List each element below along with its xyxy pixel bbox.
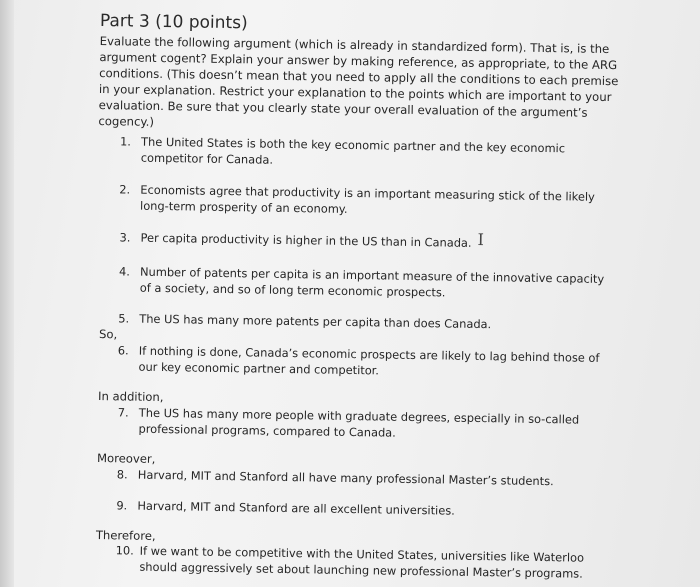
connector-so: So,	[98, 327, 118, 342]
premise-text: The US has many more patents per capita than does Canada.	[139, 311, 492, 332]
premise-text: The US has many more people with graduate degrees, especially in so-called professional programs, compared to Canada.	[138, 405, 580, 440]
premise-number: 8.	[116, 467, 128, 482]
premise-text: Per capita productivity is higher in the US than in Canada.	[140, 230, 472, 250]
premise-number: 1.	[119, 134, 132, 149]
premise-text: The United States is both the key economic partner and the key economic competitor for Canada.	[140, 134, 566, 167]
instructions-paragraph: Evaluate the following argument (which is already in standardized form). That is, is the argument cogent? Explain your answer by making reference, as appropriate, to the ARG conditions. (This doesn’t mean that you need to apply all the conditions to each premise in your explanation. Restrict your explanation to the points which are important to your evaluation. Be sure that you clearly state your overall evaluation of the argument’s cogency.)	[98, 33, 619, 129]
premise-number: 2.	[119, 182, 131, 197]
part-title: Part 3 (10 points)	[99, 11, 248, 34]
premise-text: Number of patents per capita is an important measure of the innovative capacity of a society, and so of long term economic prospects.	[139, 264, 605, 300]
premise-text: Harvard, MIT and Stanford all have many professional Master’s students.	[137, 467, 554, 489]
premise-text: Harvard, MIT and Stanford are all excellent universities.	[137, 498, 455, 518]
premise-number: 6.	[117, 343, 129, 358]
premise-number: 9.	[116, 498, 128, 513]
text-cursor-icon: I	[477, 229, 485, 250]
connector-in-addition: In addition,	[97, 389, 164, 405]
premise-number: 3.	[119, 230, 131, 245]
premise-text: If nothing is done, Canada’s economic prospects are likely to lag behind those of our key economic partner and competitor.	[138, 343, 600, 378]
connector-therefore: Therefore,	[95, 528, 156, 543]
premise-number: 5.	[118, 311, 130, 326]
premise-number: 7.	[117, 405, 129, 420]
connector-moreover: Moreover,	[97, 451, 156, 466]
premise-number: 4.	[118, 264, 131, 279]
premise-text: Economists agree that productivity is an important measuring stick of the likely long-term prosperity of an economy.	[139, 182, 595, 216]
premise-text: If we want to be competitive with the United States, universities like Waterloo should aggressively set about launching new professional Master’s programs.	[139, 543, 585, 581]
premise-number: 10.	[115, 543, 134, 558]
